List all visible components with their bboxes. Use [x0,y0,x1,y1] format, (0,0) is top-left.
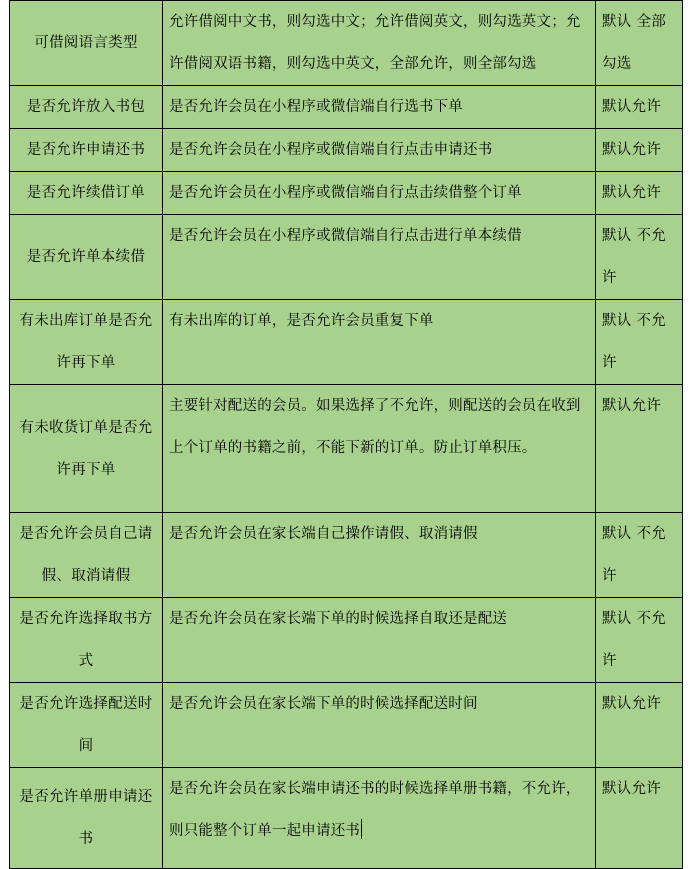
setting-description-cell[interactable]: 允许借阅中文书，则勾选中文；允许借阅英文，则勾选英文；允许借阅双语书籍，则勾选中英文，全部允许，则全部勾选 [163,1,596,86]
table-row [10,300,683,385]
setting-description-cell[interactable]: 主要针对配送的会员。如果选择了不允许，则配送的会员在收到上个订单的书籍之前，不能下新的订单。防止订单积压。 [163,385,596,513]
setting-name-cell: 是否允许选择取书方式 [10,598,163,683]
setting-description-cell[interactable]: 是否允许会员在小程序或微信端自行点击续借整个订单 [163,172,596,215]
setting-description-text: 是否允许会员在家长端申请还书的时候选择单册书籍，不允许，则只能整个订单一起申请还书 [169,781,581,839]
table-row [10,598,683,683]
table-row [10,768,683,869]
table-row [10,683,683,768]
setting-name-cell: 是否允许选择配送时间 [10,683,163,768]
setting-name-cell: 是否允许单册申请还书 [10,768,163,869]
setting-default-cell[interactable]: 默认 全部勾选 [596,1,683,86]
settings-table-container [9,0,682,869]
table-row [10,385,683,513]
table-row [10,1,683,86]
setting-description-cell[interactable]: 是否允许会员在小程序或微信端自行点击申请还书 [163,129,596,172]
setting-description-cell[interactable]: 是否允许会员在家长端自己操作请假、取消请假 [163,513,596,598]
setting-name-cell: 是否允许会员自己请假、取消请假 [10,513,163,598]
table-row [10,215,683,300]
setting-default-cell[interactable]: 默认允许 [596,86,683,129]
settings-table [9,0,683,869]
setting-default-cell[interactable]: 默认 不允许 [596,513,683,598]
setting-default-cell[interactable]: 默认允许 [596,129,683,172]
table-row [10,513,683,598]
setting-default-cell[interactable]: 默认允许 [596,768,683,869]
setting-description-cell[interactable]: 有未出库的订单，是否允许会员重复下单 [163,300,596,385]
setting-default-cell[interactable]: 默认 不允许 [596,300,683,385]
setting-name-cell: 是否允许续借订单 [10,172,163,215]
setting-name-cell: 是否允许单本续借 [10,215,163,300]
setting-default-cell[interactable]: 默认允许 [596,683,683,768]
setting-default-cell[interactable]: 默认允许 [596,172,683,215]
setting-name-cell: 是否允许放入书包 [10,86,163,129]
setting-default-cell[interactable]: 默认 不允许 [596,215,683,300]
setting-description-cell[interactable] [163,768,596,869]
setting-default-cell[interactable]: 默认 不允许 [596,598,683,683]
setting-name-cell: 是否允许申请还书 [10,129,163,172]
table-row [10,172,683,215]
setting-name-cell: 有未收货订单是否允许再下单 [10,385,163,513]
setting-name-cell: 有未出库订单是否允许再下单 [10,300,163,385]
setting-name-cell: 可借阅语言类型 [10,1,163,86]
setting-description-cell[interactable]: 是否允许会员在家长端下单的时候选择配送时间 [163,683,596,768]
setting-description-cell[interactable]: 是否允许会员在家长端下单的时候选择自取还是配送 [163,598,596,683]
text-cursor [361,819,362,839]
setting-description-cell[interactable]: 是否允许会员在小程序或微信端自行选书下单 [163,86,596,129]
table-row [10,86,683,129]
setting-description-cell[interactable]: 是否允许会员在小程序或微信端自行点击进行单本续借 [163,215,596,300]
table-row [10,129,683,172]
setting-default-cell[interactable]: 默认允许 [596,385,683,513]
